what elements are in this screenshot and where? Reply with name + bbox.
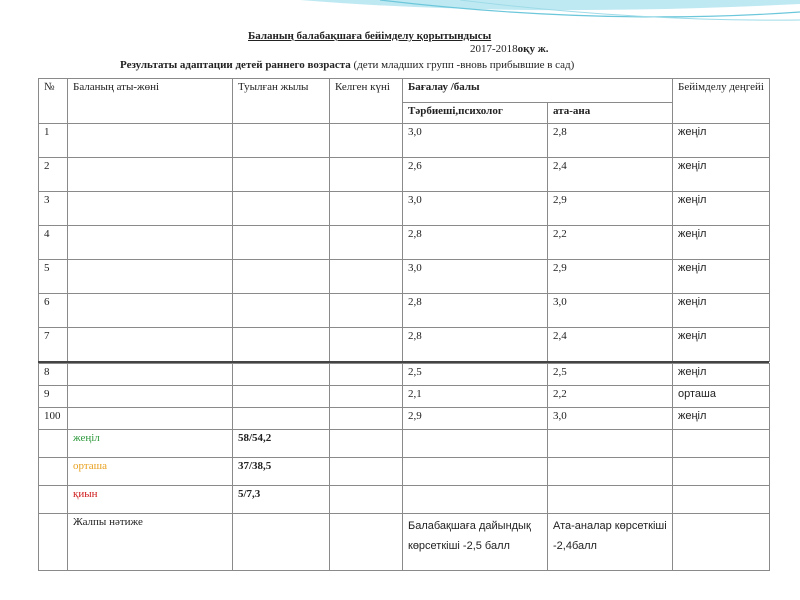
- birth-year-cell: [233, 124, 330, 158]
- birth-year-cell: [233, 226, 330, 260]
- row-number: 2: [39, 158, 68, 192]
- header-adaptation-level: Бейімделу деңгейі: [673, 79, 770, 124]
- total-row: [39, 514, 770, 571]
- teacher-score: 2,9: [403, 408, 548, 430]
- child-name-cell: [68, 226, 233, 260]
- adaptation-table-bottom: [38, 363, 770, 571]
- arrival-date-cell: [330, 386, 403, 408]
- row-number: 1: [39, 124, 68, 158]
- table-row: [39, 226, 770, 260]
- summary-empty-cell: [548, 458, 673, 486]
- arrival-date-cell: [330, 124, 403, 158]
- header-child-name: Баланың аты-жөні: [68, 79, 233, 124]
- birth-year-cell: [233, 192, 330, 226]
- table-row: [39, 158, 770, 192]
- summary-row: [39, 486, 770, 514]
- arrival-date-cell: [330, 192, 403, 226]
- child-name-cell: [68, 192, 233, 226]
- birth-year-cell: [233, 386, 330, 408]
- title-line-1: Баланың балабақшаға бейімделу қорытындысы: [248, 30, 492, 42]
- arrival-date-cell: [330, 260, 403, 294]
- arrival-date-cell: [330, 408, 403, 430]
- teacher-score: 2,8: [403, 294, 548, 328]
- table-body-top: [39, 124, 770, 362]
- adaptation-table-top: [38, 78, 770, 362]
- birth-year-cell: [233, 158, 330, 192]
- total-teacher-indicator: Балабақшаға дайындық көрсеткіші -2,5 балл: [403, 514, 548, 571]
- header-rating-teacher: Тәрбиеші,психолог: [403, 103, 548, 124]
- summary-empty-cell: [39, 486, 68, 514]
- table-row: [39, 328, 770, 362]
- child-name-cell: [68, 294, 233, 328]
- row-number: 3: [39, 192, 68, 226]
- table-row: [39, 408, 770, 430]
- parent-score: 3,0: [548, 294, 673, 328]
- teacher-score: 2,6: [403, 158, 548, 192]
- birth-year-cell: [233, 260, 330, 294]
- birth-year-cell: [233, 408, 330, 430]
- row-number: 8: [39, 364, 68, 386]
- row-number: 9: [39, 386, 68, 408]
- header-number: №: [39, 79, 68, 124]
- total-empty-cell: [39, 514, 68, 571]
- parent-score: 2,2: [548, 226, 673, 260]
- adaptation-level: жеңіл: [673, 364, 770, 386]
- parent-score: 2,5: [548, 364, 673, 386]
- summary-empty-cell: [548, 430, 673, 458]
- arrival-date-cell: [330, 226, 403, 260]
- table-row: [39, 260, 770, 294]
- summary-empty-cell: [330, 458, 403, 486]
- row-number: 5: [39, 260, 68, 294]
- adaptation-level: жеңіл: [673, 192, 770, 226]
- child-name-cell: [68, 158, 233, 192]
- parent-score: 3,0: [548, 408, 673, 430]
- adaptation-level: орташа: [673, 386, 770, 408]
- adaptation-level: жеңіл: [673, 124, 770, 158]
- summary-level-label: жеңіл: [68, 430, 233, 458]
- header-rating-parent: ата-ана: [548, 103, 673, 124]
- row-number: 4: [39, 226, 68, 260]
- birth-year-cell: [233, 364, 330, 386]
- subtitle-rest: (дети младших групп -вновь прибывшие в сад): [350, 59, 575, 71]
- summary-level-label: қиын: [68, 486, 233, 514]
- parent-score: 2,2: [548, 386, 673, 408]
- birth-year-cell: [233, 328, 330, 362]
- teacher-score: 2,5: [403, 364, 548, 386]
- adaptation-level: жеңіл: [673, 158, 770, 192]
- child-name-cell: [68, 124, 233, 158]
- summary-empty-cell: [548, 486, 673, 514]
- summary-percentage: 58/54,2: [233, 430, 330, 458]
- parent-score: 2,9: [548, 260, 673, 294]
- summary-row: [39, 430, 770, 458]
- child-name-cell: [68, 328, 233, 362]
- parent-score: 2,4: [548, 158, 673, 192]
- row-number: 100: [39, 408, 68, 430]
- total-empty-cell: [233, 514, 330, 571]
- birth-year-cell: [233, 294, 330, 328]
- academic-year-suffix: оқу ж.: [517, 43, 549, 55]
- arrival-date-cell: [330, 328, 403, 362]
- summary-empty-cell: [673, 486, 770, 514]
- child-name-cell: [68, 386, 233, 408]
- header-rating: Бағалау /балы: [403, 79, 673, 103]
- summary-percentage: 37/38,5: [233, 458, 330, 486]
- teacher-score: 2,8: [403, 226, 548, 260]
- adaptation-level: жеңіл: [673, 408, 770, 430]
- total-label: Жалпы нәтиже: [68, 514, 233, 571]
- total-parent-indicator: Ата-аналар көрсеткіші -2,4балл: [548, 514, 673, 571]
- row-number: 7: [39, 328, 68, 362]
- row-number: 6: [39, 294, 68, 328]
- teacher-score: 2,8: [403, 328, 548, 362]
- teacher-score: 3,0: [403, 260, 548, 294]
- teacher-score: 2,1: [403, 386, 548, 408]
- header-arrival-date: Келген күні: [330, 79, 403, 124]
- title-line-3: [120, 59, 574, 71]
- summary-empty-cell: [403, 430, 548, 458]
- parent-score: 2,8: [548, 124, 673, 158]
- summary-empty-cell: [330, 430, 403, 458]
- table-row: [39, 124, 770, 158]
- subtitle-bold: Результаты адаптации детей раннего возраста: [120, 59, 351, 71]
- parent-score: 2,4: [548, 328, 673, 362]
- table-row: [39, 364, 770, 386]
- summary-percentage: 5/7,3: [233, 486, 330, 514]
- adaptation-level: жеңіл: [673, 226, 770, 260]
- summary-empty-cell: [39, 458, 68, 486]
- arrival-date-cell: [330, 364, 403, 386]
- total-empty-cell: [330, 514, 403, 571]
- teacher-score: 3,0: [403, 124, 548, 158]
- child-name-cell: [68, 408, 233, 430]
- summary-empty-cell: [673, 430, 770, 458]
- summary-row: [39, 458, 770, 486]
- total-empty-cell: [673, 514, 770, 571]
- arrival-date-cell: [330, 158, 403, 192]
- table-row: [39, 386, 770, 408]
- adaptation-level: жеңіл: [673, 294, 770, 328]
- table-row: [39, 294, 770, 328]
- summary-empty-cell: [403, 486, 548, 514]
- child-name-cell: [68, 260, 233, 294]
- academic-year: 2017-2018: [470, 43, 518, 55]
- header-birth-year: Туылған жылы: [233, 79, 330, 124]
- summary-empty-cell: [673, 458, 770, 486]
- table-row: [39, 192, 770, 226]
- summary-empty-cell: [403, 458, 548, 486]
- summary-level-label: орташа: [68, 458, 233, 486]
- child-name-cell: [68, 364, 233, 386]
- parent-score: 2,9: [548, 192, 673, 226]
- summary-empty-cell: [330, 486, 403, 514]
- table-body-bottom: [39, 364, 770, 571]
- arrival-date-cell: [330, 294, 403, 328]
- teacher-score: 3,0: [403, 192, 548, 226]
- adaptation-level: жеңіл: [673, 328, 770, 362]
- title-line-2: [470, 43, 549, 55]
- adaptation-level: жеңіл: [673, 260, 770, 294]
- summary-empty-cell: [39, 430, 68, 458]
